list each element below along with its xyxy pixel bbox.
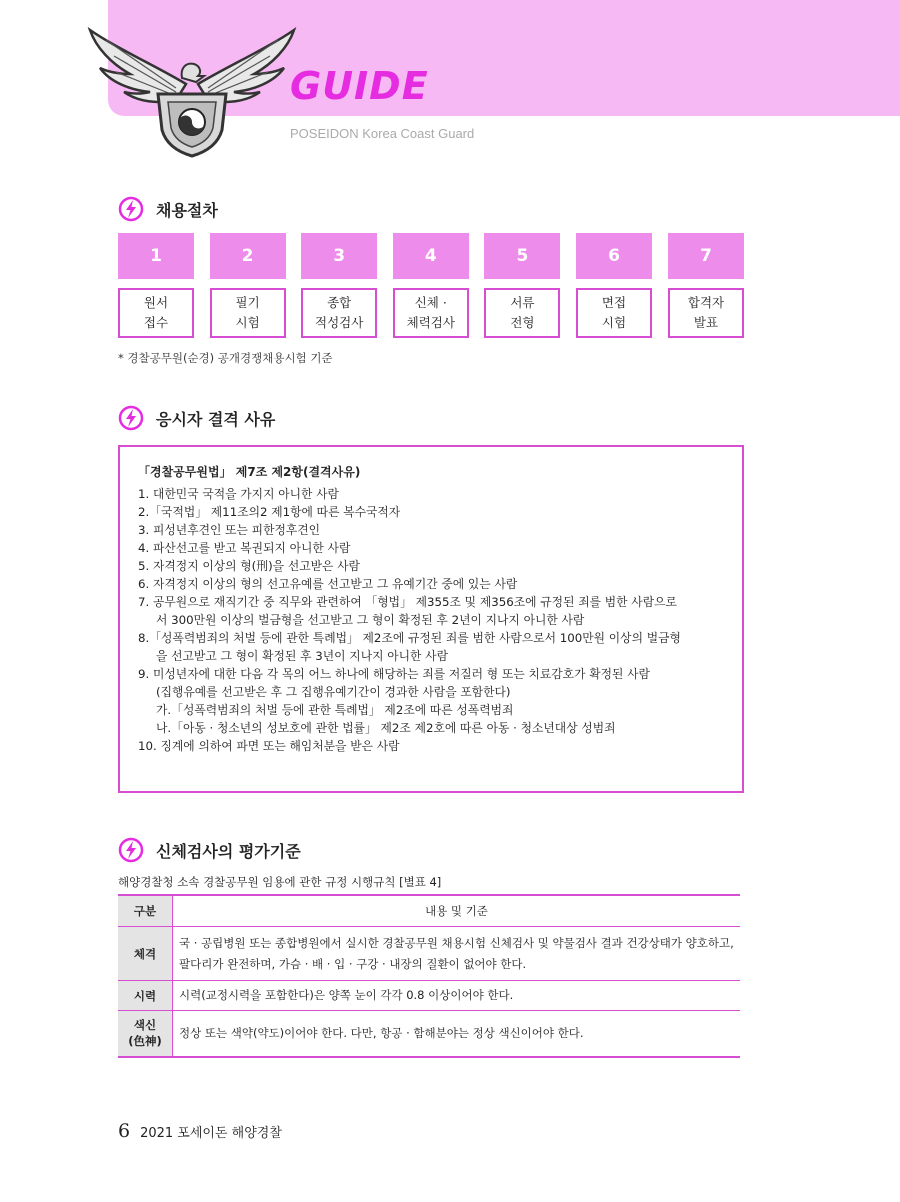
lightning-bolt-icon [118,196,144,222]
procedure-steps [118,233,744,341]
table-row [118,981,740,1011]
step-label: 서류 전형 [484,288,560,338]
step-number: 2 [210,233,286,279]
section-title: 신체검사의 평가기준 [156,841,301,861]
step-number: 5 [484,233,560,279]
row-category: 시력 [118,981,173,1011]
list-item: 7. 공무원으로 재직기간 중 직무와 관련하여 「형법」 제355조 및 제356조에 규정된 죄를 범한 사람으로 [138,595,677,609]
guide-subtitle: POSEIDON Korea Coast Guard [290,126,475,141]
disqualification-box [118,445,744,793]
section-disqualification-heading [118,405,275,431]
step-6 [576,233,652,338]
list-item: 9. 미성년자에 대한 다음 각 목의 어느 하나에 해당하는 죄를 저질러 형 또는 치료감호가 확정된 사람 [138,667,650,681]
list-item-continuation: (집행유예를 선고받은 후 그 집행유예기간이 경과한 사람을 포함한다) [156,685,511,699]
header-category: 구분 [118,895,173,927]
list-item: 1. 대한민국 국적을 가지지 아니한 사람 [138,487,339,501]
physical-criteria-table [118,894,740,1058]
table-header-row [118,895,740,927]
step-number: 6 [576,233,652,279]
table-row [118,927,740,981]
step-2 [210,233,286,338]
row-content: 국 · 공립병원 또는 종합병원에서 실시한 경찰공무원 채용시험 신체검사 및 약물검사 결과 건강상태가 양호하고, 팔다리가 완전하며, 가슴 · 배 · 입 · 구강 · 내장의 질환이 없어야 한다. [173,927,741,981]
steps-note: * 경찰공무원(순경) 공개경쟁채용시험 기준 [118,351,333,365]
step-5 [484,233,560,338]
page-number: 6 [118,1120,131,1142]
step-label: 합격자 발표 [668,288,744,338]
section-physical-heading [118,837,301,863]
step-label: 면접 시험 [576,288,652,338]
table-row [118,1011,740,1057]
book-title: 2021 포세이돈 해양경찰 [140,1126,282,1141]
list-item: 6. 자격정지 이상의 형의 선고유예를 선고받고 그 유예기간 중에 있는 사람 [138,577,518,591]
list-subitem: 나.「아동 · 청소년의 성보호에 관한 법률」 제2조 제2호에 따른 아동 · 청소년대상 성범죄 [156,721,616,735]
eagle-emblem-icon [86,26,298,160]
law-title: 「경찰공무원법」 제7조 제2항(결격사유) [138,465,361,479]
step-label: 원서 접수 [118,288,194,338]
step-label: 신체 · 체력검사 [393,288,469,338]
row-category: 색신 (色神) [118,1011,173,1057]
page-footer [118,1120,282,1142]
list-item: 2.「국적법」 제11조의2 제1항에 따른 복수국적자 [138,505,401,519]
list-item: 8.「성폭력범죄의 처벌 등에 관한 특례법」 제2조에 규정된 죄를 범한 사람으로서 100만원 이상의 벌금형 [138,631,681,645]
step-1 [118,233,194,338]
lightning-bolt-icon [118,837,144,863]
step-label: 필기 시험 [210,288,286,338]
step-label: 종합 적성검사 [301,288,377,338]
list-item-continuation: 서 300만원 이상의 벌금형을 선고받고 그 형이 확정된 후 2년이 지나지 아니한 사람 [156,613,585,627]
step-3 [301,233,377,338]
step-4 [393,233,469,338]
row-category: 체격 [118,927,173,981]
step-number: 3 [301,233,377,279]
row-content: 정상 또는 색약(약도)이어야 한다. 다만, 항공 · 함해분야는 정상 색신이어야 한다. [173,1011,741,1057]
step-number: 1 [118,233,194,279]
list-item: 10. 징계에 의하여 파면 또는 해임처분을 받은 사람 [138,739,400,753]
list-item: 3. 피성년후견인 또는 피한정후견인 [138,523,321,537]
guide-title: GUIDE [290,64,429,108]
step-number: 4 [393,233,469,279]
section-procedure-heading [118,196,218,222]
step-7 [668,233,744,338]
list-item: 5. 자격정지 이상의 형(刑)을 선고받은 사람 [138,559,360,573]
header-content: 내용 및 기준 [173,895,741,927]
step-number: 7 [668,233,744,279]
row-content: 시력(교정시력을 포함한다)은 양쪽 눈이 각각 0.8 이상이어야 한다. [173,981,741,1011]
list-item: 4. 파산선고를 받고 복권되지 아니한 사람 [138,541,351,555]
regulation-reference: 해양경찰청 소속 경찰공무원 임용에 관한 규정 시행규칙 [별표 4] [118,875,442,889]
section-title: 채용절차 [156,200,218,220]
section-title: 응시자 결격 사유 [156,409,276,429]
list-item-continuation: 을 선고받고 그 형이 확정된 후 3년이 지나지 아니한 사람 [156,649,448,663]
lightning-bolt-icon [118,405,144,431]
list-subitem: 가.「성폭력범죄의 처벌 등에 관한 특례법」 제2조에 따른 성폭력범죄 [156,703,514,717]
